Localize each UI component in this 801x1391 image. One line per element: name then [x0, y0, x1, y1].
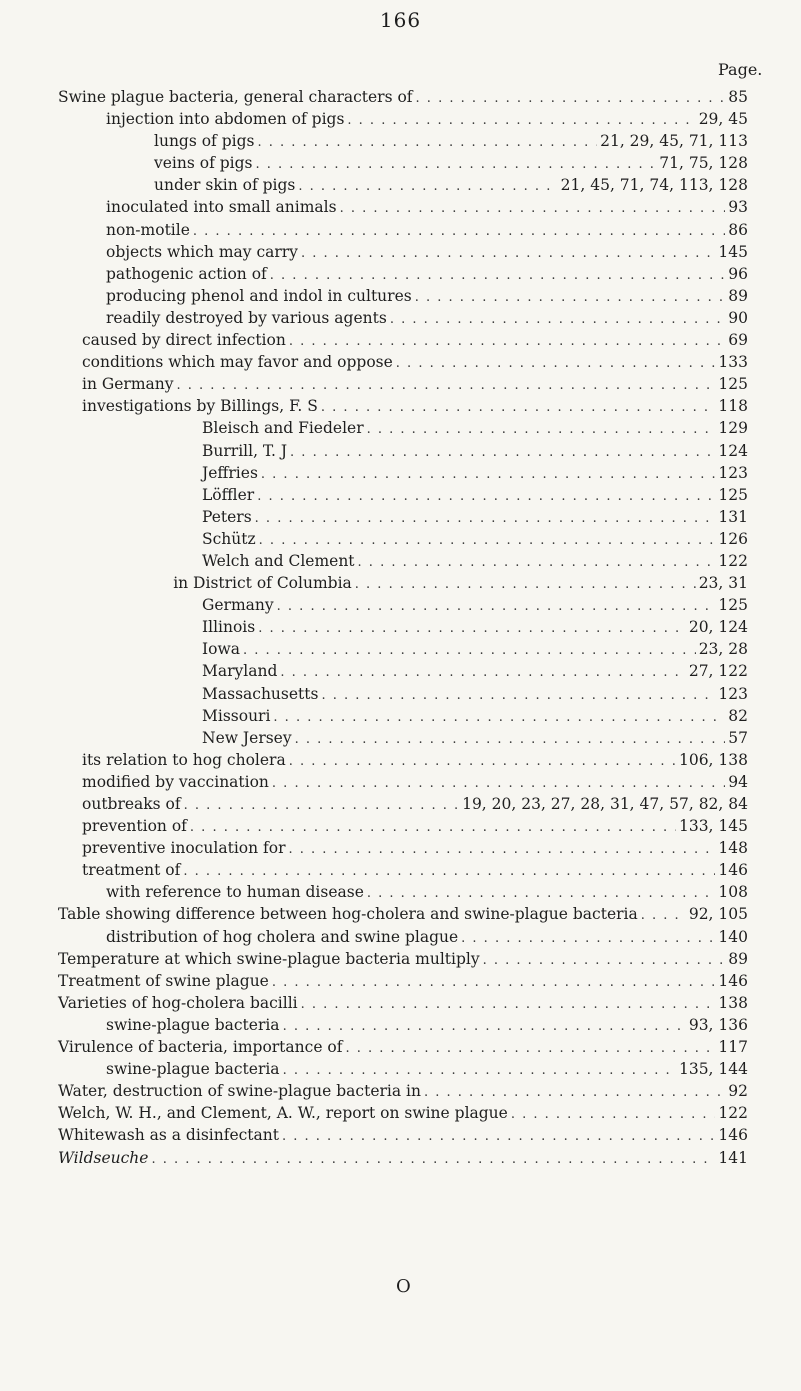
dot-leader [511, 1104, 716, 1126]
entry-pages: 124 [718, 441, 748, 460]
dot-leader [283, 1060, 676, 1082]
entry-label: readily destroyed by various agents [106, 308, 387, 327]
dot-leader [289, 751, 676, 773]
index-entry [58, 1058, 748, 1080]
entry-pages: 57 [728, 728, 748, 747]
entry-pages: 145 [718, 242, 748, 261]
entry-pages: 92 [728, 1082, 748, 1101]
dot-leader [358, 552, 716, 574]
dot-leader [301, 994, 716, 1016]
entry-label: in District of Columbia [173, 574, 352, 593]
index-entry [58, 506, 748, 528]
index-entry [58, 1102, 748, 1124]
index-entry [58, 970, 748, 992]
entry-label: Illinois [202, 618, 256, 637]
entry-pages: 129 [718, 419, 748, 438]
index-entry [58, 329, 748, 351]
entry-pages: 118 [718, 397, 748, 416]
entry-pages: 92, 105 [688, 905, 748, 924]
entry-pages: 123 [718, 684, 748, 703]
dot-leader [184, 795, 459, 817]
entry-pages: 133, 145 [678, 817, 748, 836]
index-entry [58, 683, 748, 705]
entry-label: veins of pigs [154, 154, 253, 173]
entry-label: treatment of [82, 861, 181, 880]
entry-label: Whitewash as a disinfectant [58, 1126, 279, 1145]
entry-label: Burrill, T. J [202, 441, 288, 460]
dot-leader [257, 486, 715, 508]
entry-label: modified by vaccination [82, 772, 269, 791]
entry-pages: 146 [718, 1126, 748, 1145]
entry-pages: 148 [718, 839, 748, 858]
dot-leader [255, 508, 716, 530]
index-entry [58, 992, 748, 1014]
index-entry [58, 528, 748, 550]
dot-leader [193, 221, 725, 243]
index-entry [58, 594, 748, 616]
entry-label: Temperature at which swine-plague bacteria multiply [58, 949, 480, 968]
entry-label: Jeffries [202, 463, 258, 482]
dot-leader [367, 883, 716, 905]
dot-leader [295, 729, 726, 751]
entry-pages: 125 [718, 375, 748, 394]
dot-leader [183, 861, 715, 883]
dot-leader [243, 640, 696, 662]
dot-leader [301, 243, 715, 265]
entry-label: swine-plague bacteria [106, 1015, 280, 1034]
entry-label: outbreaks of [82, 795, 181, 813]
entry-label: Maryland [202, 662, 278, 681]
index-entry [58, 351, 748, 373]
dot-leader [641, 905, 686, 927]
entry-label: New Jersey [202, 728, 292, 747]
entry-pages: 71, 75, 128 [659, 154, 748, 173]
index-entry [58, 1080, 748, 1102]
entry-label: Löffler [202, 485, 255, 504]
entry-pages: 146 [718, 861, 748, 880]
index-entry [58, 616, 748, 638]
dot-leader [321, 685, 715, 707]
entry-pages: 29, 45 [698, 110, 748, 129]
dot-leader [298, 176, 557, 198]
entry-label: swine-plague bacteria [106, 1060, 280, 1079]
index-entry [58, 948, 748, 970]
index-entry [58, 771, 748, 793]
end-mark: O [396, 1276, 411, 1297]
entry-pages: 125 [718, 596, 748, 615]
entry-pages: 126 [718, 529, 748, 548]
entry-pages: 21, 29, 45, 71, 113 [600, 132, 748, 151]
entry-label: Bleisch and Fiedeler [202, 419, 364, 438]
entry-pages: 122 [718, 1104, 748, 1123]
entry-pages: 89 [728, 949, 748, 968]
index-entry [58, 903, 748, 925]
entry-label: Welch and Clement [202, 551, 355, 570]
entry-label: Table showing difference between hog-cholera and swine-plague bacteria [58, 905, 638, 924]
dot-leader [282, 1126, 715, 1148]
index-entry [58, 660, 748, 682]
index-entry [58, 263, 748, 285]
page-column-header: Page. [718, 60, 763, 79]
entry-label: Water, destruction of swine-plague bacteria in [58, 1082, 421, 1101]
entry-pages: 125 [718, 485, 748, 504]
index-entry [58, 285, 748, 307]
entry-label: preventive inoculation for [82, 839, 286, 858]
entry-label: pathogenic action of [106, 264, 267, 283]
dot-leader [272, 773, 725, 795]
entry-label: Welch, W. H., and Clement, A. W., report on swine plague [58, 1104, 508, 1123]
entry-pages: 82 [728, 706, 748, 725]
entry-pages: 135, 144 [678, 1060, 748, 1079]
index-entry [58, 219, 748, 241]
entry-pages: 123 [718, 463, 748, 482]
index-entry [58, 572, 748, 594]
index-entry [58, 174, 748, 196]
dot-leader [461, 928, 715, 950]
dot-leader [277, 596, 716, 618]
index-entry [58, 196, 748, 218]
entry-pages: 146 [718, 971, 748, 990]
entry-pages: 117 [718, 1038, 748, 1057]
index-entry [58, 484, 748, 506]
dot-leader [280, 662, 685, 684]
index-entry [58, 373, 748, 395]
dot-leader [177, 375, 716, 397]
entry-pages: 19, 20, 23, 27, 28, 31, 47, 57, 82, 84 [462, 795, 748, 813]
index-entry [58, 1147, 748, 1169]
dot-leader [396, 353, 716, 375]
dot-leader [346, 1038, 716, 1060]
index-entry [58, 793, 748, 815]
dot-leader [283, 1016, 686, 1038]
dot-leader [321, 397, 716, 419]
entry-pages: 94 [728, 772, 748, 791]
entry-label: Iowa [202, 640, 240, 659]
entry-pages: 93, 136 [688, 1015, 748, 1034]
entry-label: under skin of pigs [154, 176, 296, 195]
entry-label: producing phenol and indol in cultures [106, 286, 412, 305]
entry-label: its relation to hog cholera [82, 750, 286, 769]
dot-leader [270, 265, 725, 287]
index-entry [58, 705, 748, 727]
entry-label: conditions which may favor and oppose [82, 353, 393, 372]
dot-leader [355, 574, 696, 596]
entry-label: Germany [202, 596, 274, 615]
page-number: 166 [379, 8, 422, 32]
dot-leader [151, 1149, 715, 1171]
entry-label: prevention of [82, 817, 187, 836]
index-entry [58, 1014, 748, 1036]
entry-pages: 20, 124 [688, 618, 748, 637]
entry-label: caused by direct infection [82, 331, 286, 350]
dot-leader [347, 110, 695, 132]
index-entry [58, 108, 748, 130]
entry-label: Missouri [202, 706, 271, 725]
entry-pages: 23, 28 [698, 640, 748, 659]
entry-label: objects which may carry [106, 242, 298, 261]
entry-label: Swine plague bacteria, general characters of [58, 88, 413, 106]
entry-label: with reference to human disease [106, 883, 364, 902]
index-entry [58, 638, 748, 660]
entry-label: injection into abdomen of pigs [106, 110, 345, 129]
entry-pages: 89 [728, 286, 748, 305]
entry-label: Wildseuche [58, 1148, 149, 1167]
entry-pages: 85 [728, 88, 748, 106]
index-entry [58, 130, 748, 152]
dot-leader [390, 309, 725, 331]
index-entry [58, 550, 748, 572]
entry-pages: 133 [718, 353, 748, 372]
index-entry [58, 1124, 748, 1146]
dot-leader [340, 198, 726, 220]
index-entry [58, 815, 748, 837]
index-entry [58, 152, 748, 174]
entry-pages: 122 [718, 551, 748, 570]
dot-leader [256, 154, 657, 176]
index-entry [58, 859, 748, 881]
entry-pages: 90 [728, 308, 748, 327]
entry-pages: 23, 31 [698, 574, 748, 593]
dot-leader [416, 88, 726, 110]
entry-label: inoculated into small animals [106, 198, 337, 217]
dot-leader [272, 972, 716, 994]
entry-pages: 106, 138 [678, 750, 748, 769]
dot-leader [257, 132, 597, 154]
index-entry [58, 462, 748, 484]
index-entry [58, 926, 748, 948]
entry-label: Peters [202, 507, 252, 526]
entry-pages: 69 [728, 331, 748, 350]
entry-pages: 138 [718, 993, 748, 1012]
entry-pages: 140 [718, 927, 748, 946]
dot-leader [289, 839, 716, 861]
entry-label: lungs of pigs [154, 132, 255, 151]
index-entry [58, 307, 748, 329]
dot-leader [415, 287, 726, 309]
entry-label: distribution of hog cholera and swine plague [106, 927, 459, 946]
entry-pages: 131 [718, 507, 748, 526]
entry-label: investigations by Billings, F. S [82, 397, 318, 416]
dot-leader [483, 950, 726, 972]
dot-leader [289, 331, 725, 353]
entry-pages: 27, 122 [688, 662, 748, 681]
dot-leader [424, 1082, 725, 1104]
dot-leader [258, 618, 686, 640]
index-entry [58, 749, 748, 771]
index-entry [58, 395, 748, 417]
index-entry [58, 241, 748, 263]
index-entry [58, 417, 748, 439]
index-entries [58, 86, 748, 1169]
dot-leader [190, 817, 676, 839]
index-entry [58, 440, 748, 462]
entry-pages: 108 [718, 883, 748, 902]
entry-label: Varieties of hog-cholera bacilli [58, 993, 298, 1012]
entry-label: Schütz [202, 529, 256, 548]
index-entry [58, 881, 748, 903]
entry-pages: 21, 45, 71, 74, 113, 128 [560, 176, 748, 195]
entry-pages: 86 [728, 220, 748, 239]
index-entry [58, 727, 748, 749]
index-entry [58, 1036, 748, 1058]
dot-leader [290, 442, 715, 464]
entry-label: in Germany [82, 375, 174, 394]
dot-leader [273, 707, 725, 729]
dot-leader [261, 464, 716, 486]
index-entry [58, 837, 748, 859]
dot-leader [367, 419, 716, 441]
dot-leader [259, 530, 716, 552]
entry-label: Virulence of bacteria, importance of [58, 1038, 343, 1057]
entry-pages: 93 [728, 198, 748, 217]
entry-pages: 96 [728, 264, 748, 283]
entry-label: Massachusetts [202, 684, 319, 703]
entry-pages: 141 [718, 1148, 748, 1167]
entry-label: non-motile [106, 220, 190, 239]
index-entry [58, 86, 748, 108]
entry-label: Treatment of swine plague [58, 971, 269, 990]
